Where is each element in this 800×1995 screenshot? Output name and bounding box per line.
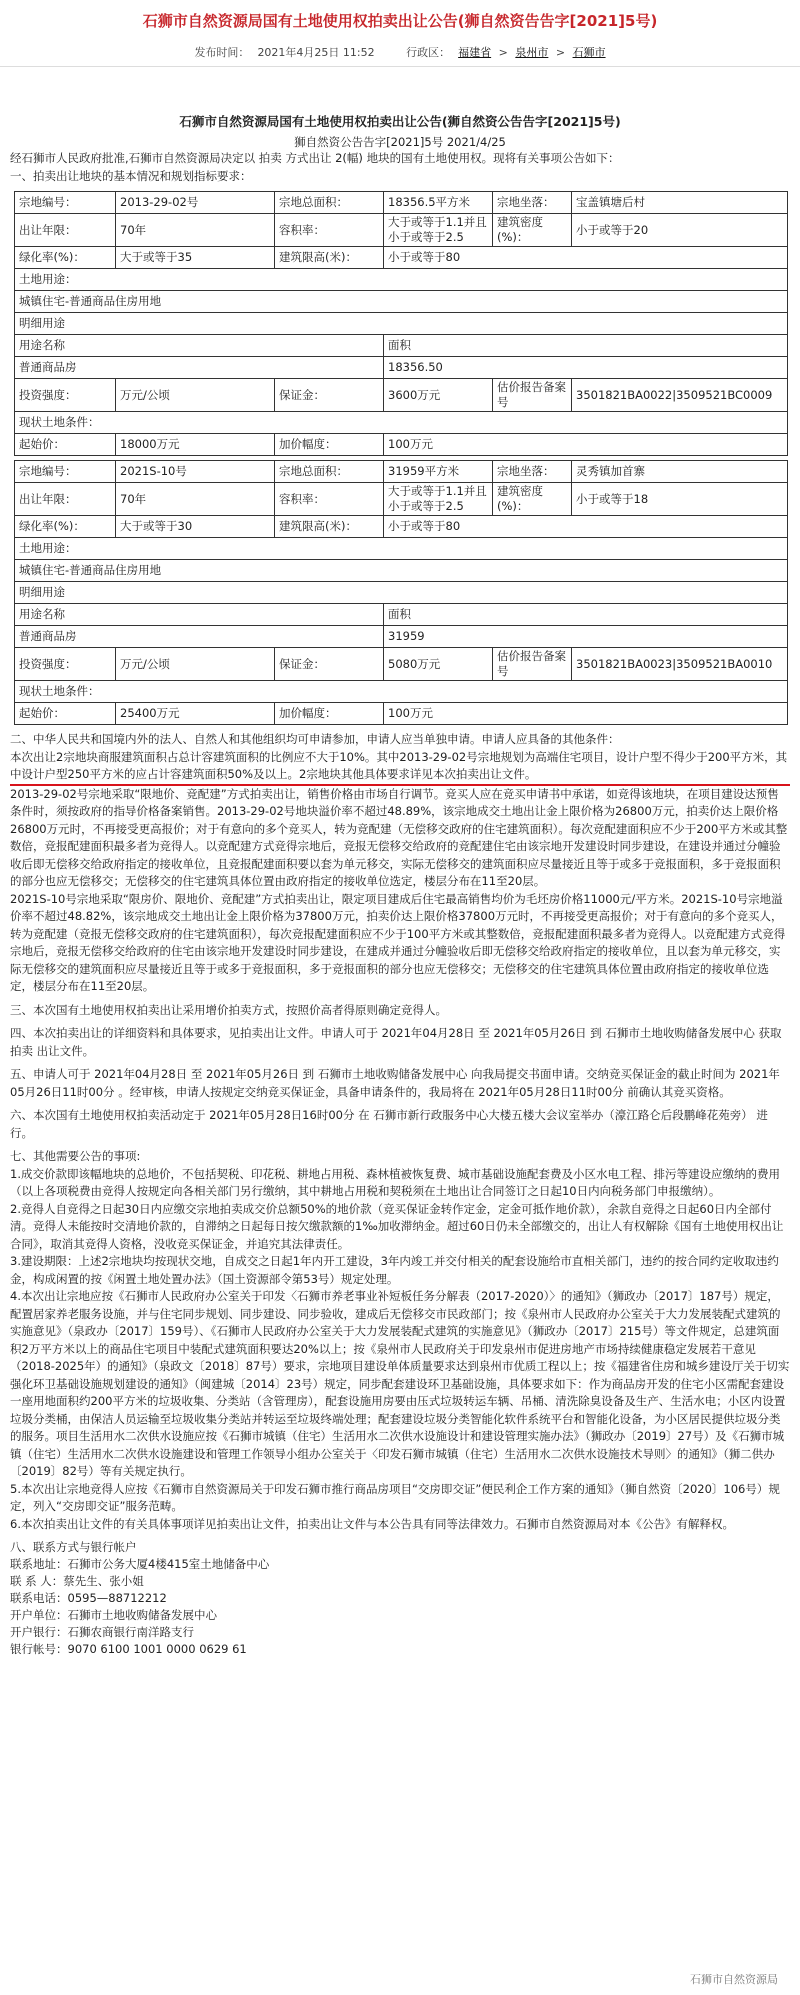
label-status: 现状土地条件： [15,681,788,703]
value-term: 70年 [116,483,275,516]
page-title: 石狮市自然资源局国有土地使用权拍卖出让公告(狮自然资告告字[2021]5号) [142,12,658,30]
label-loc: 宗地坐落： [493,192,572,214]
sec7-title: 七、其他需要公告的事项: [10,1149,141,1163]
label-density: 建筑密度(%)： [493,214,572,247]
sec7-item-1: 1.成交价款即该幅地块的总地价，不包括契税、印花税、耕地占用税、森林植被恢复费、城市基础设施配套费及小区水电工程、排污等建设应缴纳的费用（以上各项税费由竞得人按规定向各相关部门另行缴纳，其中耕地占用税和契税须在土地出让合同签订之日起10日内向税务部门申报缴纳）。 [10,1166,780,1198]
value-invest: 万元/公顷 [116,648,275,681]
doc-subtitle: 狮自然资公告告字[2021]5号 2021/4/25 [294,135,506,149]
section-6 [10,1107,790,1142]
label-use: 土地用途： [15,269,788,291]
value-deposit: 5080万元 [384,648,493,681]
label-detail: 明细用途 [15,313,788,335]
value-use-name: 普通商品房 [15,626,384,648]
label-detail: 明细用途 [15,582,788,604]
label-density: 建筑密度(%)： [493,483,572,516]
value-loc: 灵秀镇加首寨 [572,461,788,483]
label-area: 宗地总面积： [275,192,384,214]
value-use-name: 普通商品房 [15,357,384,379]
label-height: 建筑限高(米)： [275,516,384,538]
label-status: 现状土地条件： [15,412,788,434]
sec7-item-4: 4.本次出让宗地应按《石狮市人民政府办公室关于印发〈石狮市养老事业补短板任务分解表（2017-2020）〉的通知》（狮政办〔2017〕187号）规定，配置居家养老服务设施，并与住宅同步规划、同步建设、同步验收，建成后无偿移交市民政部门；按《泉州市人民政府办公室关于大力发展装配式建筑的实施意见》（泉政办〔2017〕159号）、《石狮市人民政府办公室关于大力发展装配式建筑的实施意见》（狮政办〔2017〕215号）等文件规定，总建筑面积2万平方米以上的商品住宅项目中装配式建筑面积要达20%以上；按《泉州市人民政府关于印发泉州市促进房地产市场持续健康稳定发展若干意见（2018-2025年）的通知》（泉政文〔2018〕87号）要求，宗地项目建设单体质量要求达到泉州市优质工程以上；按《福建省住房和城乡建设厅关于切实强化环卫基础设施规划建设的通知》（闽建城〔2014〕23号）规定，同步配套建设环卫基础设施，具体要求如下：作为商品房开发的住宅小区需配套建设一座用地面积约200平方米的垃圾收集、分类站（含管理房），配套设施用房要由压式垃圾转运车辆、吊桶、清洗除臭设备及生产、生活水电；小区内设置垃圾分类桶，由保洁人员运输至垃圾收集分类站并转运至垃圾终端处理；配套建设垃圾分类智能化软件系统平台和智能化设备，为小区居民提供垃圾分类的服务。项目生活用水二次供水设施应按《石狮市城镇（住宅）生活用水二次供水设施设计和建设管理实施办法》（狮政办〔2019〕27号）及《石狮市城镇（住宅）生活用水二次供水设施建设和管理工作领导小组办公室关于〈印发石狮市城镇（住宅）生活用水二次供水设施技术导则〉的通知》（狮二供办〔2019〕82号）等有关规定执行。 [10,1289,790,1478]
value-no: 2013-29-02号 [116,192,275,214]
label-increment: 加价幅度： [275,434,384,456]
label-area: 宗地总面积： [275,461,384,483]
label-no: 宗地编号： [15,192,116,214]
section-4 [10,1025,790,1060]
sec2-p4: 2021S-10号宗地采取“限房价、限地价、竞配建”方式拍卖出让，限定项目建成后住宅最高销售均价为毛坯房价格11000元/平方米。2021S-10号宗地溢价率不超过48.82%，该宗地成交土地出让金上限价格为37800万元，拍卖价达上限价格37800万元时，不再接受更高报价；对于有意向的多个竞买人，转为竞配建（竞报无偿移交政府的住宅建筑面积），每次竞报配建面积应不少于100平方米或其整数倍，竞报配建面积最多者为竞得人。以竞配建方式竞得宗地后，竞报无偿移交给政府的住宅由该宗地开发建设时同步建设，在建成并通过分幢验收后即无偿移交给政府指定的接收单位，且以套为单元移交，实际无偿移交的建筑面积应尽量接近且等于或多于竞报面积，多于竞报面积的部分也应无偿移交；无偿移交的住宅建筑具体位置由政府指定的接收单位选定，楼层分布在11至20层。 [10,891,786,993]
value-green: 大于或等于30 [116,516,275,538]
label-estimate: 估价报告备案号 [493,648,572,681]
value-density: 小于或等于18 [572,483,788,516]
bank-name: 开户单位：石狮市土地收购储备发展中心 [10,1608,217,1622]
sec7-item-6: 6.本次拍卖出让文件的有关具体事项详见拍卖出让文件，拍卖出让文件与本公告具有同等法律效力。石狮市自然资源局对本《公告》有解释权。 [10,1516,734,1531]
label-green: 绿化率(%)： [15,247,116,269]
page-header [0,0,800,67]
sec2-p3: 2013-29-02号宗地采取“限地价、竞配建”方式拍卖出让，销售价格由市场自行调节。竞买人应在竞买申请书中承诺，如竞得该地块，在项目建设达预售条件时，须按政府的指导价格备案销售。2013-29-02号地块溢价率不超过48.89%，该宗地成交土地出让金上限价格为26800万元，拍卖价达上限价格26800万元时，不再接受更高报价；对于有意向的多个竞买人，转为竞配建（无偿移交政府的住宅建筑面积）。每次竞配建面积应不少于200平方米或其整数倍，竞报配建面积最多者为竞得人。以竞配建方式竞得宗地后，竞报无偿移交给政府的竞配建住宅由该宗地开发建设时同步建设，在建设并通过分幢验收后即无偿移交给政府指定的接收单位，且竞报配建面积要以套为单元移交，实际无偿移交的建筑面积应尽量接近且等于或多于竞报面积，多于竞报面积的部分也应无偿移交；无偿移交的住宅建筑具体位置由政府指定的接收单位选定，楼层分布在11至20层。 [10,786,788,888]
value-area2: 18356.50 [384,357,788,379]
label-far: 容积率： [275,214,384,247]
value-area: 18356.5平方米 [384,192,493,214]
publish-label: 发布时间： [194,46,250,59]
sec6: 六、本次国有土地使用权拍卖活动定于 2021年05月28日16时00分 在 石狮市新行政服务中心大楼五楼大会议室举办（濠江路仑后段鹏峰花苑旁） 进行。 [10,1108,768,1140]
contact-phone: 联系电话：0595—88712212 [10,1591,167,1605]
label-increment: 加价幅度： [275,703,384,725]
label-use-name: 用途名称 [15,604,384,626]
value-height: 小于或等于80 [384,516,788,538]
label-start: 起始价： [15,434,116,456]
region-label: 行政区： [406,46,451,59]
section-8 [10,1539,790,1658]
value-increment: 100万元 [384,703,788,725]
contact-address: 联系地址：石狮市公务大厦4楼415室土地储备中心 [10,1557,270,1571]
section-5 [10,1066,790,1101]
section-7 [10,1148,790,1533]
publish-time: 2021年4月25日 11:52 [257,46,375,59]
value-height: 小于或等于80 [384,247,788,269]
document-body [10,100,790,1658]
doc-title: 石狮市自然资源局国有土地使用权拍卖出让公告(狮自然资公告告字[2021]5号) [179,114,621,129]
label-green: 绿化率(%)： [15,516,116,538]
sec7-item-2: 2.竞得人自竞得之日起30日内应缴交宗地拍卖成交价总额50%的地价款（竞买保证金转作定金，定金可抵作地价款），余款自竞得之日起60日内全部付清。竞得人未能按时交清地价款的，自滞纳之日起每日按欠缴款额的1‰加收滞纳金。超过60日仍未全部缴交的，出让人有权解除《国有土地使用权出让合同》，取消其竞得人资格，没收竞买保证金，并追究其法律责任。 [10,1201,784,1251]
label-loc: 宗地坐落： [493,461,572,483]
section-3 [10,1002,790,1020]
sec8-title: 八、联系方式与银行帐户 [10,1540,137,1554]
label-height: 建筑限高(米)： [275,247,384,269]
label-invest: 投资强度： [15,379,116,412]
value-area: 31959平方米 [384,461,493,483]
label-start: 起始价： [15,703,116,725]
meta-bar: 发布时间： 2021年4月25日 11:52 行政区： 福建省 > 泉州市 > 石狮市 [194,46,606,59]
value-estimate: 3501821BA0023|3509521BA0010 [572,648,788,681]
value-start: 25400万元 [116,703,275,725]
value-area2: 31959 [384,626,788,648]
value-start: 18000万元 [116,434,275,456]
sec2-p2: 本次出让2宗地块商服建筑面积占总计容建筑面积的比例应不大于10%。其中2013-29-02号宗地规划为高端住宅项目，设计户型不得少于200平方米，其中设计户型250平方米的应占计容建筑面积50%及以上。2宗地块其他具体要求详见本次拍卖出让文件。 [10,749,790,786]
value-use: 城镇住宅-普通商品住房用地 [15,560,788,582]
label-deposit: 保证金： [275,648,384,681]
sec4: 四、本次拍卖出让的详细资料和具体要求，见拍卖出让文件。申请人可于 2021年04月28日 至 2021年05月26日 到 石狮市土地收购储备发展中心 获取 拍卖 出让文件。 [10,1026,782,1058]
footer-org: 石狮市自然资源局 [690,1973,778,1986]
value-invest: 万元/公顷 [116,379,275,412]
value-density: 小于或等于20 [572,214,788,247]
parcel-table-2 [14,460,788,725]
region-province[interactable]: 福建省 [458,46,492,59]
value-no: 2021S-10号 [116,461,275,483]
sec3: 三、本次国有土地使用权拍卖出让采用增价拍卖方式，按照价高者得原则确定竞得人。 [10,1002,447,1017]
label-area2: 面积 [384,604,788,626]
sec1-title: 一、拍卖出让地块的基本情况和规划指标要求： [10,168,252,183]
region-county[interactable]: 石狮市 [572,46,606,59]
label-no: 宗地编号： [15,461,116,483]
label-use-name: 用途名称 [15,335,384,357]
sec2-p1: 二、中华人民共和国境内外的法人、自然人和其他组织均可申请参加，申请人应当单独申请。申请人应具备的其他条件： [10,732,620,746]
label-term: 出让年限： [15,214,116,247]
label-estimate: 估价报告备案号 [493,379,572,412]
value-loc: 宝盖镇塘后村 [572,192,788,214]
label-invest: 投资强度： [15,648,116,681]
label-deposit: 保证金： [275,379,384,412]
label-use: 土地用途： [15,538,788,560]
parcel-table-1 [14,191,788,456]
region-city[interactable]: 泉州市 [515,46,549,59]
sec7-item-3: 3.建设期限：上述2宗地块均按现状交地，自成交之日起1年内开工建设，3年内竣工并交付相关的配套设施给市直相关部门，违约的按合同约定收取违约金，构成闲置的按《闲置土地处置办法》（国土资源部令第53号）规定处理。 [10,1254,779,1286]
bank: 开户银行：石狮农商银行南洋路支行 [10,1625,194,1639]
value-deposit: 3600万元 [384,379,493,412]
label-term: 出让年限： [15,483,116,516]
sec7-item-5: 5.本次出让宗地竞得人应按《石狮市自然资源局关于印发石狮市推行商品房项目“交房即交证”便民利企工作方案的通知》（狮自然资〔2020〕106号）规定，列入“交房即交证”服务范畴。 [10,1481,780,1513]
bank-account: 银行帐号：9070 6100 1001 0000 0629 61 [10,1642,247,1656]
value-far: 大于或等于1.1并且小于或等于2.5 [384,483,493,516]
value-estimate: 3501821BA0022|3509521BC0009 [572,379,788,412]
value-use: 城镇住宅-普通商品住房用地 [15,291,788,313]
intro: 经石狮市人民政府批准,石狮市自然资源局决定以 拍卖 方式出让 2(幅) 地块的国有土地使用权。现将有关事项公告如下： [10,151,620,165]
contact-person: 联 系 人：蔡先生、张小姐 [10,1574,144,1588]
section-2 [10,731,790,996]
label-area2: 面积 [384,335,788,357]
label-far: 容积率： [275,483,384,516]
sec5: 五、申请人可于 2021年04月28日 至 2021年05月26日 到 石狮市土地收购储备发展中心 向我局提交书面申请。交纳竞买保证金的截止时间为 2021年05月26日11时00分 。经审核，申请人按规定交纳竞买保证金，具备申请条件的，我局将在 2021年05月28日11时00分 前确认其竞买资格。 [10,1067,780,1099]
value-increment: 100万元 [384,434,788,456]
value-far: 大于或等于1.1并且小于或等于2.5 [384,214,493,247]
value-green: 大于或等于35 [116,247,275,269]
value-term: 70年 [116,214,275,247]
